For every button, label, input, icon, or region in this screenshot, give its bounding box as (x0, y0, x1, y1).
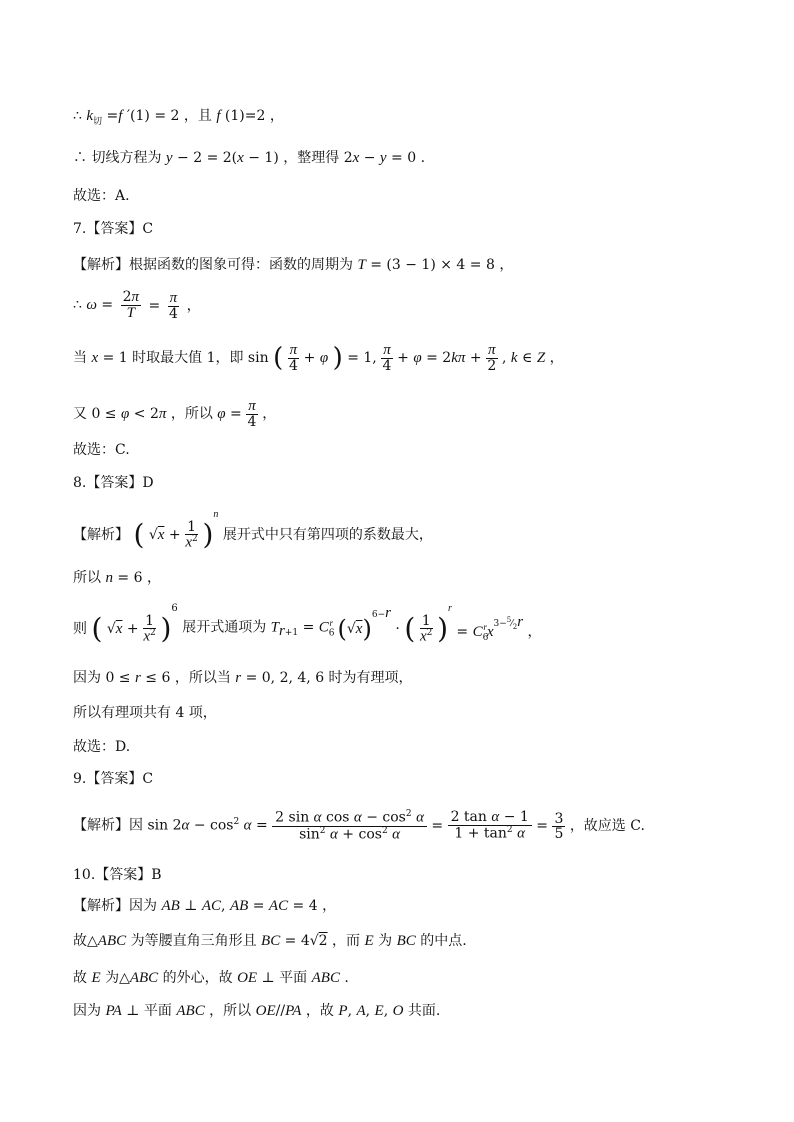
text-line: 【解析】 ( √x + $\frac{1}{x^2}$ )$^n$ 展开式中只有第四项的系数最大， (73, 509, 433, 551)
text-line: 【解析】根据函数的图象可得：函数的周期为 T = (3 − 1) × 4 = 8 ， (73, 257, 514, 273)
text-line: 所以 n = 6 ， (73, 570, 161, 586)
answer-heading: 9.【答案】C (73, 771, 154, 787)
text-line: 当 x = 1 时取最大值 1，即 sin ( $\frac{\pi}{4}$ + φ ) = 1, $\frac{\pi}{4}$ + φ = 2kπ + $\frac{\pi}{2}$ , k ∈ Z ， (73, 342, 564, 374)
text-line: 因为 0 ≤ r ≤ 6 ，所以当 r = 0, 2, 4, 6 时为有理项， (73, 670, 413, 686)
text-line: 【解析】因为 AB ⊥ AC, AB = AC = 4 ， (73, 898, 337, 914)
text-line: 又 0 ≤ φ < 2π ，所以 φ = $\frac{\pi}{4}$ ， (73, 398, 277, 430)
text-line: 所以有理项共有 4 项， (73, 705, 217, 721)
text-line: ∴ 切线方程为 y − 2 = 2(x − 1) ，整理得 2x − y = 0 . (73, 150, 426, 166)
text-line: ∴ ω = $\frac{2\pi}{T}$ = $\frac{\pi}{4}$ ， (73, 289, 201, 322)
text-line: 则 ( √x + $\frac{1}{x^2}$ )$^6$ 展开式通项为 $T_{r+1} = C_6^r$ $(√x)^{6-r}$ · ( $\frac{1}{x^2}$ )$^r = C_6^rx^{3-^5⁄_2r}$ ， (73, 603, 542, 645)
answer-heading: 10.【答案】B (73, 867, 162, 883)
text-line: ∴ $k_切 =f$ ′(1) = 2 ，且 f (1)=2 ， (73, 108, 284, 127)
text-line: 故选：C. (73, 442, 130, 458)
answer-heading: 7.【答案】C (73, 221, 154, 237)
answer-heading: 8.【答案】D (73, 475, 154, 491)
text-line: 因为 PA ⊥ 平面 ABC ，所以 OE//PA ，故 P, A, E, O 共面. (73, 1003, 441, 1019)
text-line: 故选：D. (73, 739, 131, 755)
text-line: 故 E 为△ABC 的外心，故 OE ⊥ 平面 ABC . (73, 970, 349, 986)
text-line: 故选：A. (73, 188, 130, 204)
text-line: 【解析】因 $\sin 2\alpha - \cos^2 \alpha$ = $\frac{2 \sin \alpha \cos \alpha - \cos^2 \alpha}{\sin^2 \alpha + \cos^2 \alpha}$ = $\frac{\text{2 tan α − 1}}{1 + \tan^2 \alpha}$ = $\frac{3}{5}$ ，故应选 C. (73, 809, 645, 843)
text-line: 故△ABC 为等腰直角三角形且 BC = 4√2 ，而 E 为 BC 的中点. (73, 933, 467, 949)
